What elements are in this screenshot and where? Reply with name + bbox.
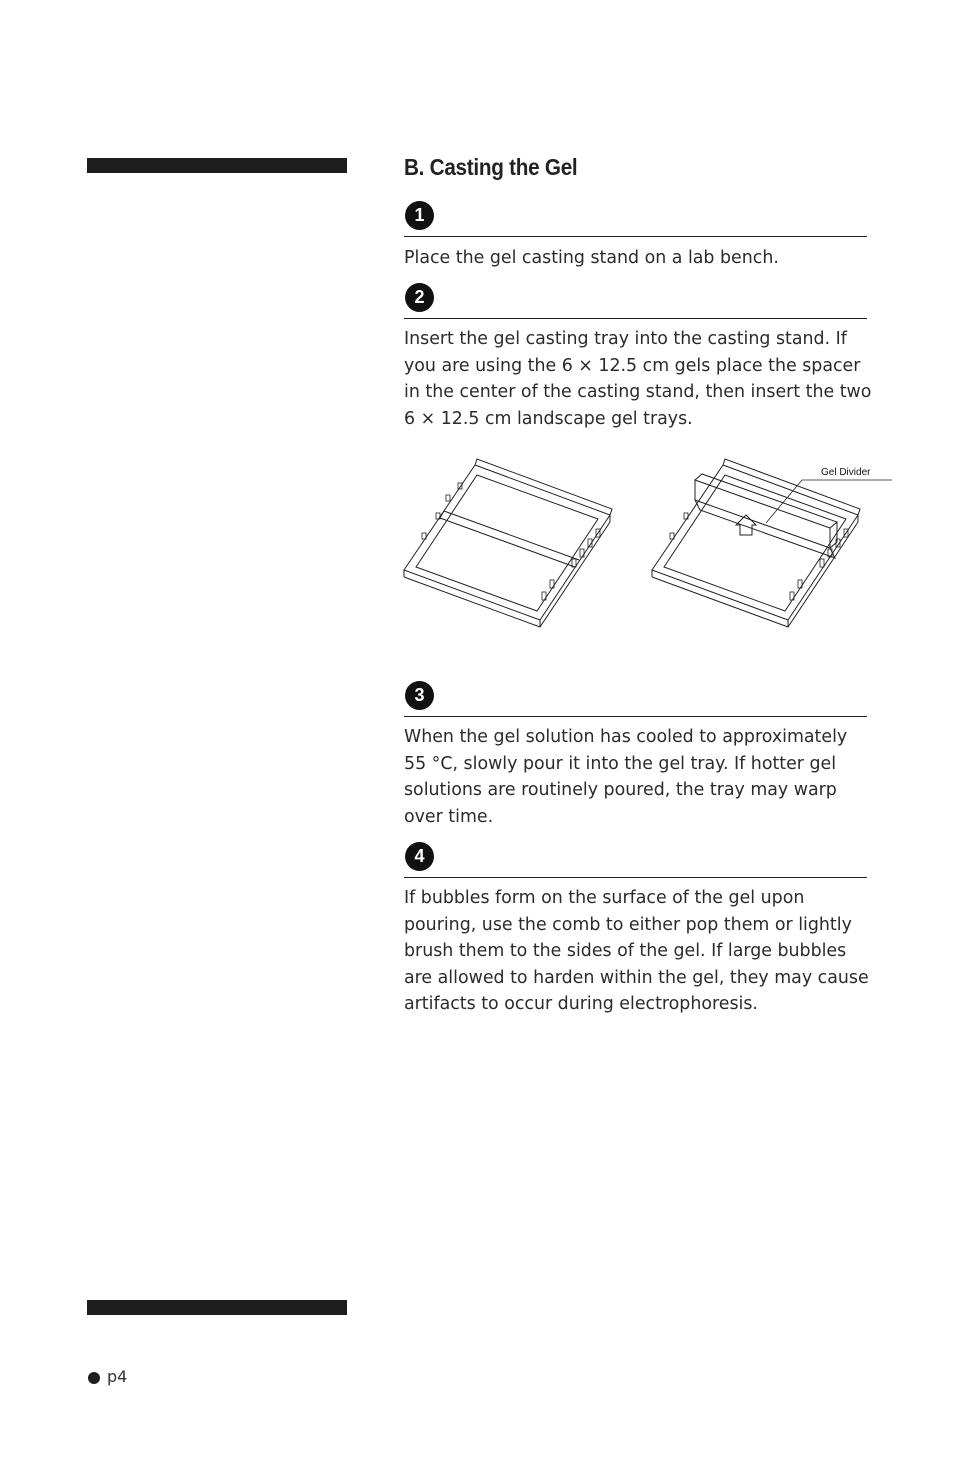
step-4-text: If bubbles form on the surface of the gel upon pouring, use the comb to either pop them or lightly brush them to the sides of the gel. If large bubbles are allowed to harden within the gel, they may cause artifacts to occur during electrophoresis. bbox=[404, 888, 869, 1015]
step-2-number-badge: 2 bbox=[405, 283, 434, 312]
top-decorative-bar bbox=[87, 158, 347, 173]
step-1-number-badge: 1 bbox=[405, 201, 434, 230]
casting-tray-figure bbox=[400, 455, 895, 630]
gel-divider-callout-label: Gel Divider bbox=[821, 467, 871, 478]
step-4-rule bbox=[404, 877, 867, 878]
page-number: p4 bbox=[107, 1367, 128, 1386]
step-2-rule bbox=[404, 318, 867, 319]
casting-tray-right-illustration bbox=[652, 459, 892, 627]
step-3-rule bbox=[404, 716, 867, 717]
step-4-number-badge: 4 bbox=[405, 842, 434, 871]
section-heading: B. Casting the Gel bbox=[404, 154, 578, 180]
step-3-number-badge: 3 bbox=[405, 681, 434, 710]
step-2-text: Insert the gel casting tray into the casting stand. If you are using the 6 × 12.5 cm gels place the spacer in the center of the casting stand, then insert the two 6 × 12.5 cm landscape gel trays. bbox=[404, 329, 872, 429]
step-1-rule bbox=[404, 236, 867, 237]
bottom-decorative-bar bbox=[87, 1300, 347, 1315]
casting-tray-left-illustration bbox=[404, 459, 612, 627]
step-1-text: Place the gel casting stand on a lab bench. bbox=[404, 248, 779, 268]
step-3-text: When the gel solution has cooled to approximately 55 °C, slowly pour it into the gel tray. If hotter gel solutions are routinely poured, the tray may warp over time. bbox=[404, 727, 848, 827]
page-bullet-icon bbox=[88, 1372, 100, 1384]
